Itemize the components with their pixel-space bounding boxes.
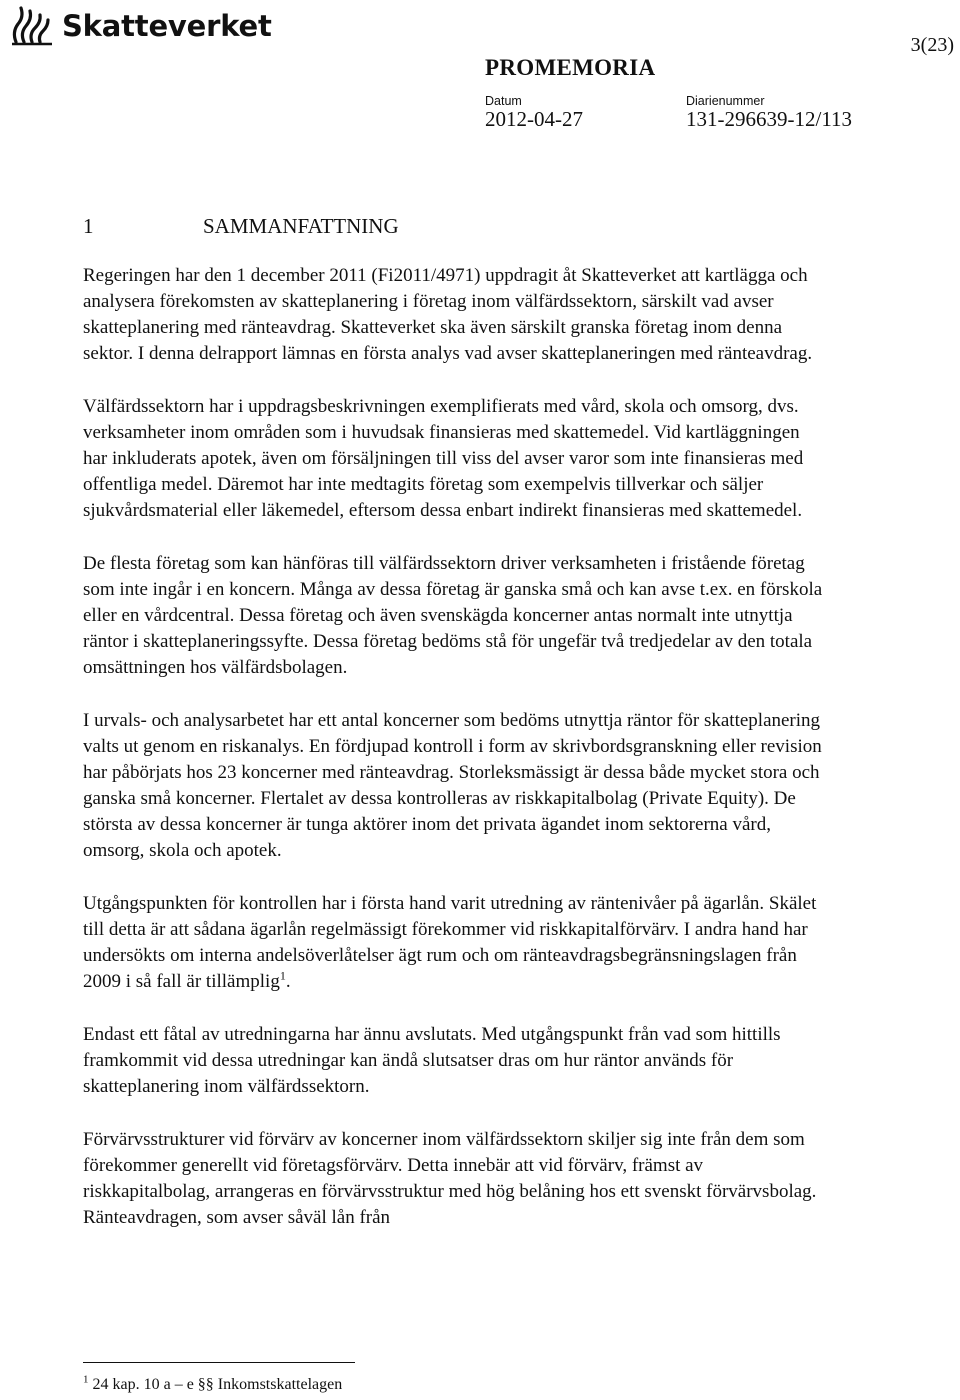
footnote-marker: 1 <box>83 1373 89 1386</box>
footnote-reference[interactable]: 1 <box>279 968 286 983</box>
paragraph-text: Utgångspunkten för kontrollen har i första hand varit utredning av räntenivåer på ägarlån. Skälet till detta är att sådana ägarlån regelmässigt förekommer vid riskkapitalförvärv. I andra hand har undersökts om interna andelsöverlåtelser ägt rum och om ränteavdragsbegränsningslagen från 2009 i så fall är tillämplig <box>83 893 817 992</box>
body-paragraph: Regeringen har den 1 december 2011 (Fi2011/4971) uppdragit åt Skatteverket att kartlägga och analysera förekomsten av skatteplanering i företag inom välfärdssektorn, särskilt vad avser skatteplanering med ränteavdrag. Skatteverket ska även särskilt granska företag inom denna sektor. I denna delrapport lämnas en första analys vad avser skatteplaneringen med ränteavdrag. <box>83 265 813 364</box>
page-number: 3(23) <box>910 34 954 56</box>
document-type: PROMEMORIA <box>485 55 656 80</box>
section-title: SAMMANFATTNING <box>203 214 399 238</box>
date-label: Datum <box>485 94 522 108</box>
body-paragraph: Förvärvsstrukturer vid förvärv av koncerner inom välfärdssektorn skiljer sig inte från dem som förekommer generellt vid företagsförvärv. Detta innebär att vid förvärv, främst av riskkapitalbolag, arrangeras en förvärvsstruktur med hög belåning hos ett svenskt förvärvsbolag. Ränteavdragen, som avser såväl lån från <box>83 1129 817 1228</box>
section-heading <box>83 214 399 239</box>
brand-name: Skatteverket <box>62 9 272 43</box>
date-value: 2012-04-27 <box>485 107 583 131</box>
body-paragraph: I urvals- och analysarbetet har ett antal koncerner som bedöms utnyttja räntor för skatteplanering valts ut genom en riskanalys. En fördjupad kontroll i form av skrivbordsgranskning eller revision har påbörjats hos 23 koncerner med ränteavdrag. Storleksmässigt är dessa både mycket stora och ganska små koncerner. Flertalet av dessa kontrolleras av riskkapitalbolag (Private Equity). De största av dessa koncerner är tunga aktörer inom det privata ägandet inom sektorerna vård, omsorg, skola och apotek. <box>83 710 822 861</box>
registration-number-label: Diarienummer <box>686 94 765 108</box>
footnote-text: 24 kap. 10 a – e §§ Inkomstskattelagen <box>88 1376 343 1393</box>
registration-number-value: 131-296639-12/113 <box>686 107 853 131</box>
body-paragraph: Endast ett fåtal av utredningarna har ännu avslutats. Med utgångspunkt från vad som hittills framkommit vid dessa utredningar kan ändå slutsatser dras om hur räntor används för skatteplanering inom välfärdssektorn. <box>83 1024 781 1097</box>
paragraph-end: . <box>285 971 291 992</box>
body-paragraph: Välfärdssektorn har i uppdragsbeskrivningen exemplifierats med vård, skola och omsorg, dvs. verksamheter inom områden som i huvudsak finansieras med skattemedel. Vid kartläggningen har inkluderats apotek, även om försäljningen till viss del avser varor som inte finansieras med offentliga medel. Däremot har inte medtagits företag som exempelvis tillverkar och säljer sjukvårdsmaterial eller läkemedel, eftersom dessa enbart indirekt finansieras med skattemedel. <box>83 396 804 521</box>
skatteverket-crown-logo-icon <box>8 4 56 48</box>
body-paragraph: De flesta företag som kan hänföras till välfärdssektorn driver verksamheten i fristående företag som inte ingår i en koncern. Många av dessa företag är ganska små och kan avse t.ex. en förskola eller en vårdcentral. Dessa företag och även svenskägda koncerner antas normalt inte utnyttja räntor i skatteplaneringssyfte. Dessa företag bedöms stå för ungefär två tredjedelar av den totala omsättningen hos välfärdsbolagen. <box>83 553 823 678</box>
section-number: 1 <box>83 214 94 238</box>
footnote-divider <box>83 1362 355 1363</box>
document-body <box>83 263 823 1258</box>
brand-logo <box>8 4 272 48</box>
body-paragraph-with-footnote <box>83 891 823 995</box>
footnote <box>83 1373 343 1394</box>
